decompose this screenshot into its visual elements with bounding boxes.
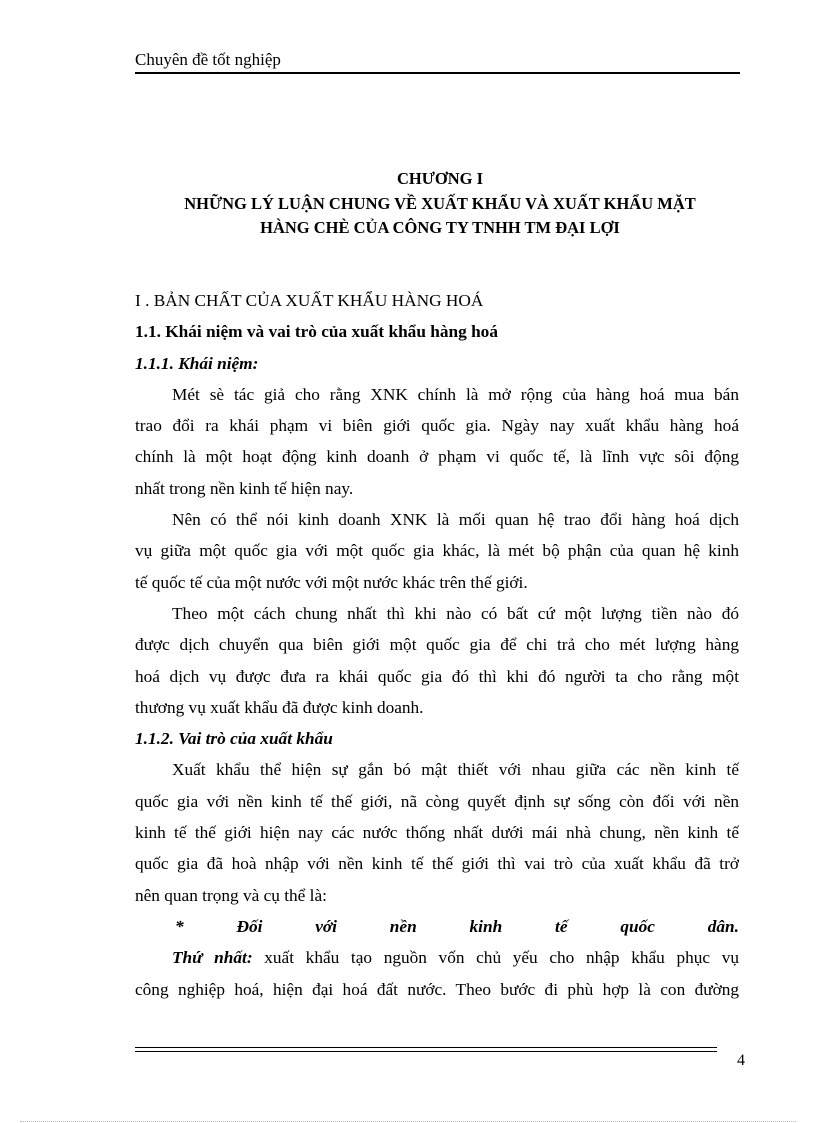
paragraph-text: xuất khẩu tạo nguồn vốn chủ yếu cho nhập khẩu phục vụ [252, 948, 739, 968]
paragraph-line: quốc gia với nền kinh tế thế giới, nã còng quyết định sự sống còn đối với nền [135, 791, 739, 811]
paragraph-line: nhất trong nền kinh tế hiện nay. [135, 478, 354, 498]
emphasis-word: * [175, 916, 184, 936]
footer-rule [135, 1047, 717, 1052]
paragraph-line: Theo một cách chung nhất thì khi nào có bất cứ một lượng tiền nào đó [172, 603, 739, 623]
paragraph-line: trao đổi ra khái phạm vi biên giới quốc gia. Ngày nay xuất khẩu hàng hoá [135, 416, 739, 436]
paragraph-line: tế quốc tế của một nước với một nước khác trên thế giới. [135, 572, 528, 592]
emphasis-word: với [315, 916, 337, 936]
page-edge-divider [20, 1121, 796, 1122]
paragraph [135, 754, 739, 910]
paragraph [135, 942, 739, 1005]
paragraph-line: được dịch chuyển qua biên giới một quốc gia để chi trả cho mét lượng hàng [135, 635, 739, 655]
emphasis-word: nền [389, 916, 417, 936]
paragraph-line: Xuất khẩu thể hiện sự gắn bó mật thiết với nhau giữa các nền kinh tế [172, 760, 739, 780]
paragraph-line: Mét sè tác giả cho rằng XNK chính là mở rộng của hàng hoá mua bán [172, 384, 739, 404]
body-text [135, 285, 739, 1005]
paragraph-line: nên quan trọng và cụ thể là: [135, 885, 327, 905]
paragraph [135, 598, 739, 723]
paragraph-line: thương vụ xuất khẩu đã được kinh doanh. [135, 697, 424, 717]
subsubsection-heading: 1.1.2. Vai trò của xuất khẩu [135, 729, 333, 749]
paragraph-lead: Thứ nhất: [172, 948, 253, 968]
section-heading: I . BẢN CHẤT CỦA XUẤT KHẨU HÀNG HOÁ [135, 291, 484, 310]
paragraph-line: chính là một hoạt động kinh doanh ở phạm vi quốc tế, là lĩnh vực sôi động [135, 447, 739, 467]
page-number: 4 [737, 1052, 745, 1069]
emphasis-word: kinh [469, 916, 503, 936]
emphasis-word: dân. [707, 916, 739, 936]
chapter-title-line: HÀNG CHÈ CỦA CÔNG TY TNHH TM ĐẠI LỢI [260, 218, 620, 237]
paragraph [135, 379, 739, 504]
emphasis-word: tế [555, 916, 568, 936]
emphasis-word: quốc [620, 916, 655, 936]
emphasis-word: Đối [236, 916, 263, 936]
emphasis-heading [135, 911, 739, 942]
paragraph-line: Nên có thể nói kinh doanh XNK là mối quan hệ trao đổi hàng hoá dịch [172, 510, 739, 530]
paragraph-line: hoá dịch vụ được đưa ra khái quốc gia đó thì khi đó người ta cho rằng một [135, 666, 739, 686]
paragraph-line [135, 942, 739, 973]
chapter-title-line: NHỮNG LÝ LUẬN CHUNG VỀ XUẤT KHẨU VÀ XUẤT KHẨU MẶT [184, 193, 696, 213]
paragraph-line: vụ giữa một quốc gia với một quốc gia khác, là mét bộ phận của quan hệ kinh [135, 541, 739, 561]
paragraph-line: công nghiệp hoá, hiện đại hoá đất nước. Theo bước đi phù hợp là con đường [135, 979, 739, 999]
paragraph-line: quốc gia đã hoà nhập với nền kinh tế thế giới thì vai trò của xuất khẩu đã trở [135, 854, 739, 874]
subsection-heading: 1.1. Khái niệm và vai trò của xuất khẩu hàng hoá [135, 322, 498, 342]
chapter-title-block [120, 167, 760, 241]
chapter-number: CHƯƠNG I [396, 169, 483, 188]
subsubsection-heading: 1.1.1. Khái niệm: [135, 353, 259, 373]
paragraph [135, 504, 739, 598]
paragraph-line: kinh tế thế giới hiện nay các nước thống nhất dưới mái nhà chung, nền kinh tế [135, 823, 739, 843]
running-header: Chuyên đề tốt nghiệp [135, 49, 740, 74]
